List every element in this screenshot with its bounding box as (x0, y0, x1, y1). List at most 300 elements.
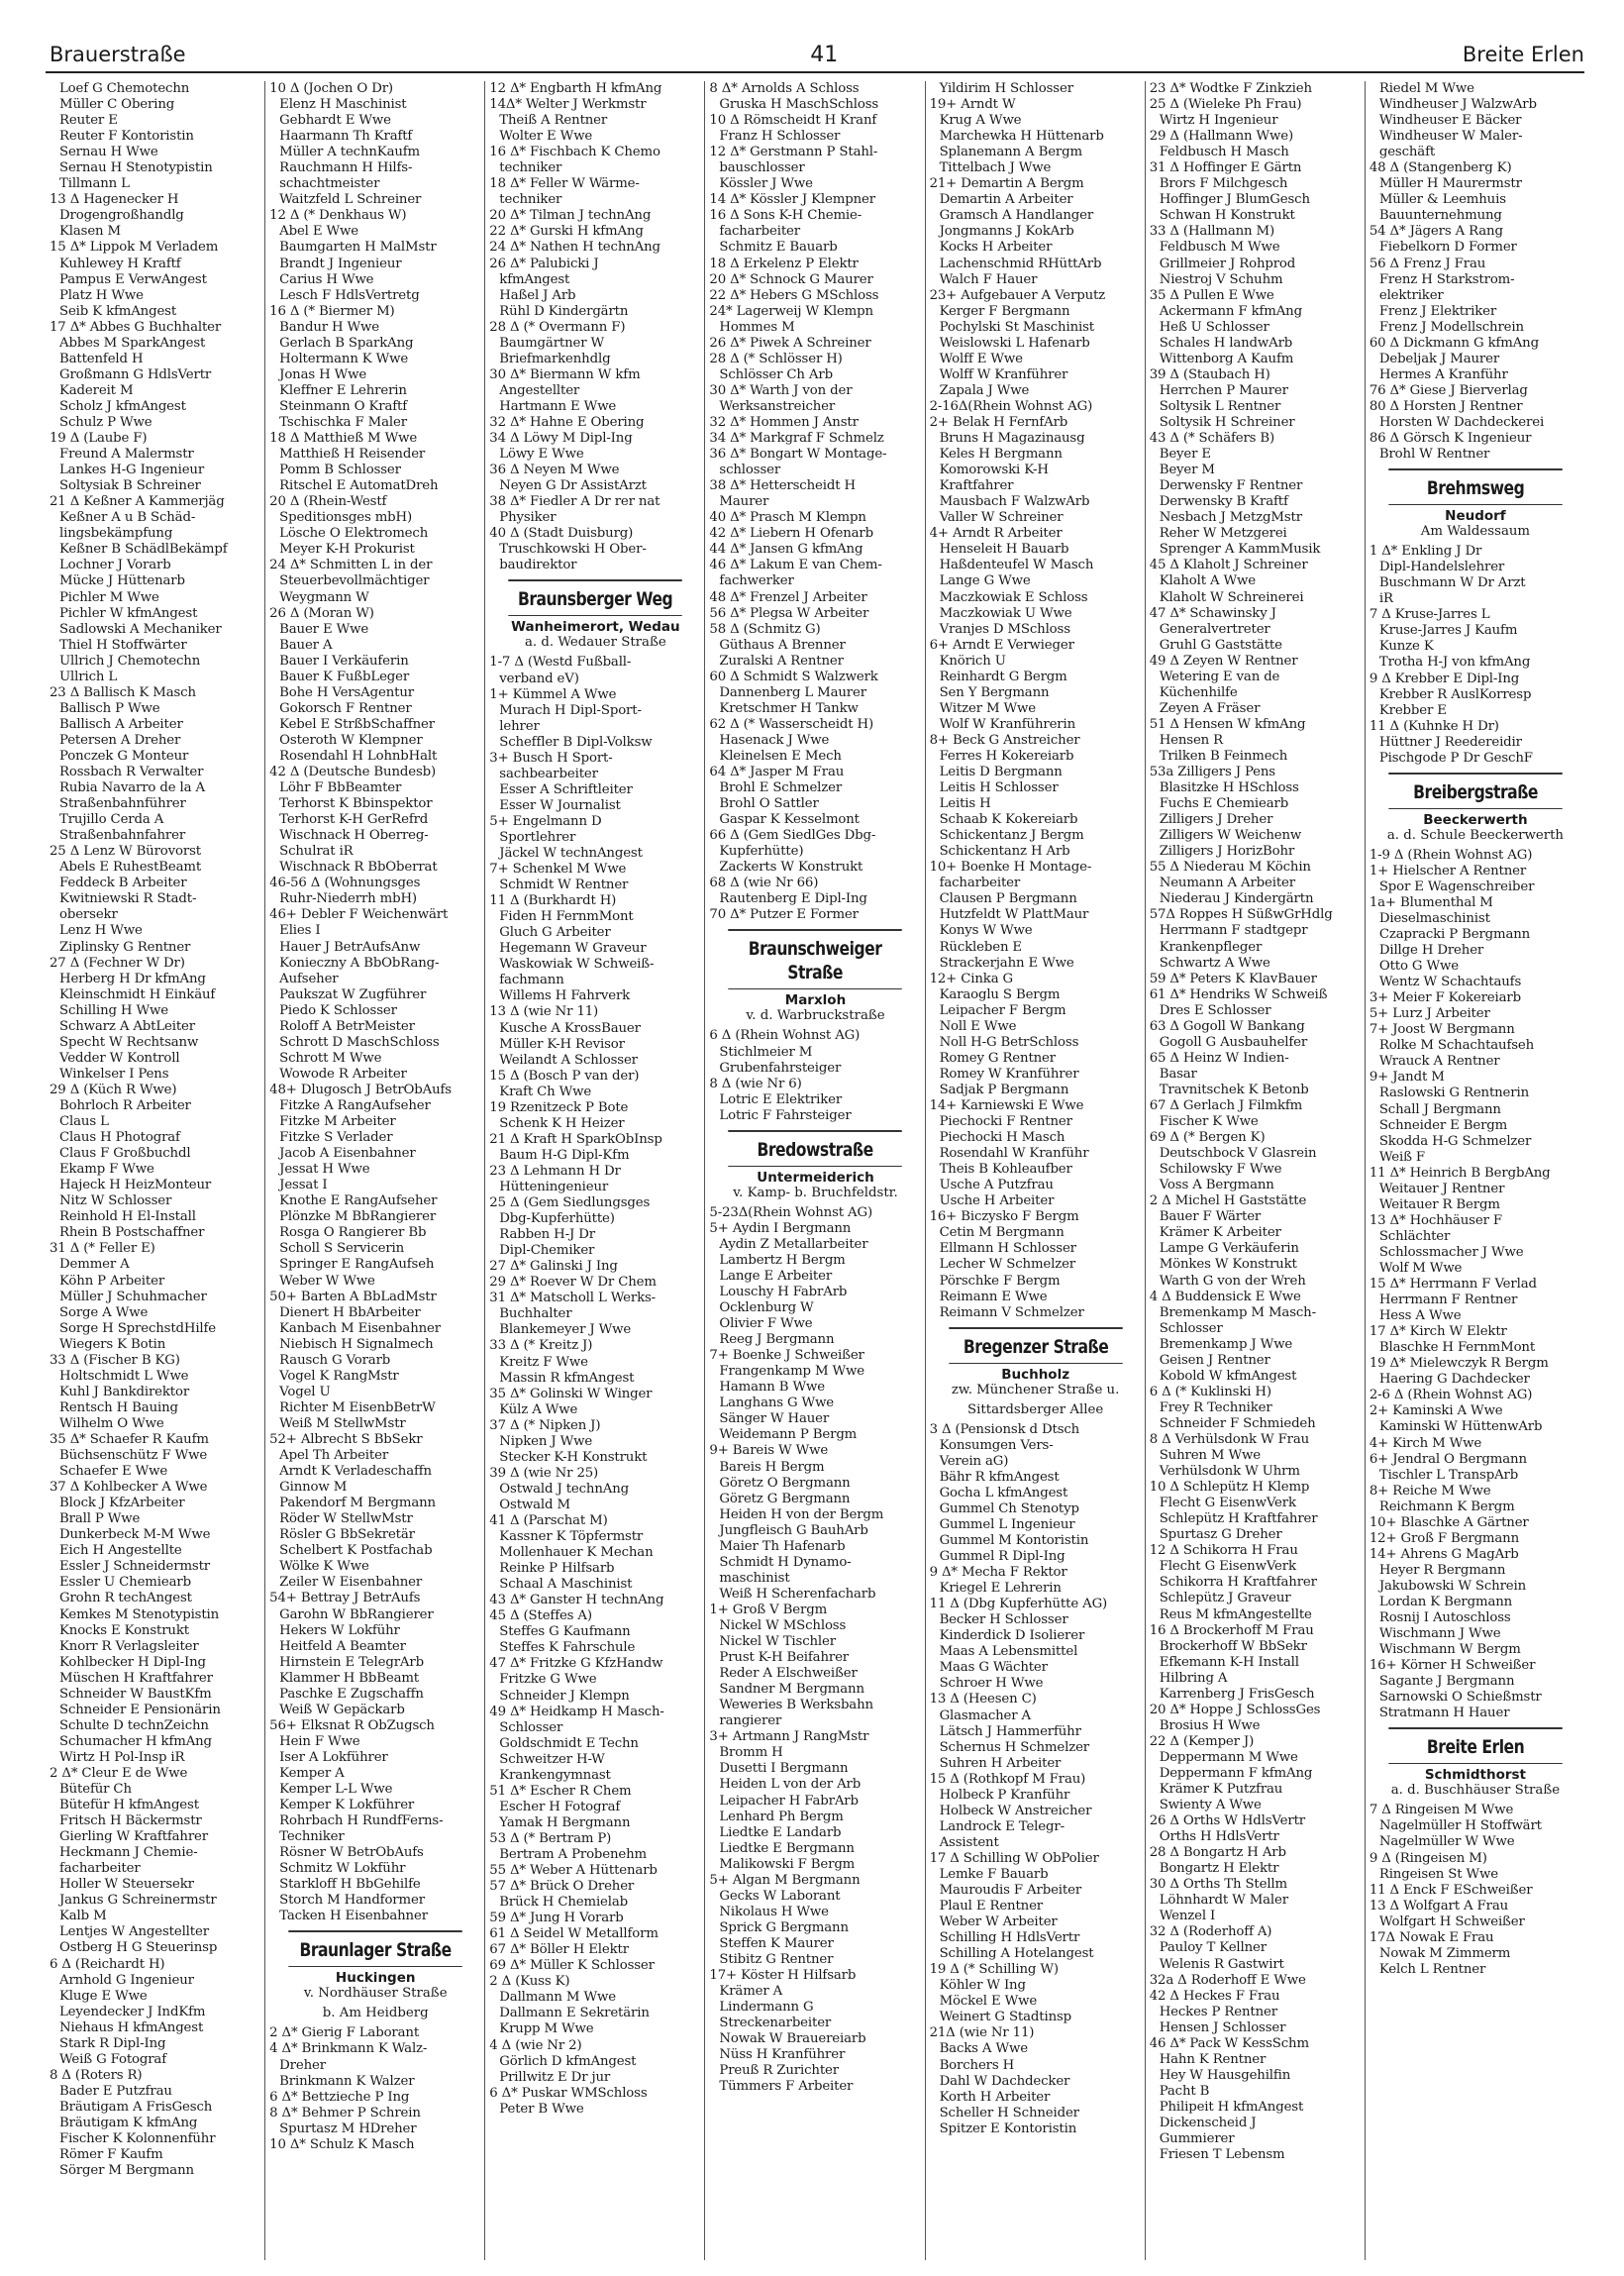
directory-entry: Ullrich L (59, 669, 118, 684)
directory-entry: 1 Δ* Enkling J Dr (1369, 544, 1482, 560)
directory-entry: Baumgärtner W (499, 335, 605, 351)
street-range: Sittardsberger Allee (967, 1401, 1104, 1417)
directory-entry: Thiel H Stoffwärter (59, 637, 187, 653)
directory-entry: 5+ Lurz J Arbeiter (1369, 1006, 1490, 1022)
directory-entry: Weygmann W (279, 589, 369, 605)
directory-entry: Wrauck A Rentner (1378, 1054, 1500, 1070)
directory-entry: Plaul E Rentner (939, 1899, 1043, 1914)
directory-entry: Heckes P Rentner (1159, 2004, 1277, 2019)
directory-entry: Bauer I Verkäuferin (279, 653, 409, 669)
directory-entry: 56 Δ Frenz J Frau (1369, 256, 1486, 271)
directory-entry: Mönkes W Konstrukt (1159, 1257, 1297, 1273)
directory-entry: Kusche A KrossBauer (499, 1020, 641, 1036)
directory-entry: 19 Δ (Laube F) (50, 431, 148, 447)
directory-entry: Müschen H Kraftfahrer (59, 1670, 213, 1686)
directory-entry: Weiß F (1378, 1149, 1425, 1165)
directory-entry: Lecher W Schmelzer (939, 1257, 1075, 1273)
directory-entry: Kunze K (1378, 639, 1434, 655)
directory-entry: 9 Δ* Mecha F Rektor (929, 1565, 1067, 1581)
directory-entry: Grillmeier J Rohprod (1159, 256, 1296, 271)
street-heading: Breite Erlen (1388, 1727, 1563, 1764)
directory-entry: Müller A technKaufm (279, 145, 420, 160)
directory-entry: 48 Δ (Stangenberg K) (1369, 160, 1512, 176)
directory-entry: Backs A Wwe (939, 2041, 1028, 2057)
directory-entry: Hamann B Wwe (719, 1380, 825, 1396)
directory-entry: Trilken B Feinmech (1159, 748, 1288, 764)
directory-entry: 57Δ Roppes H SüßwGrHdlg (1149, 907, 1333, 923)
directory-entry: Kadereit M (59, 382, 134, 398)
directory-entry: Nagelmüller W Wwe (1378, 1834, 1515, 1850)
directory-entry: Bauer E Wwe (279, 621, 369, 637)
directory-entry: 34 Δ Löwy M Dipl-Ing (489, 431, 633, 447)
directory-entry: Gerlach B SparkAng (279, 335, 414, 351)
directory-entry: Lankes H-G Ingenieur (59, 463, 205, 478)
directory-entry: Springer E RangAufseh (279, 1257, 435, 1273)
directory-entry: 62 Δ (* Wasserscheidt H) (709, 716, 873, 732)
directory-entry: Stark R Dipl-Ing (59, 2035, 166, 2051)
directory-entry: 37 Δ Kohlbecker A Wwe (50, 1480, 208, 1496)
directory-entry: Brück H Chemielab (499, 1895, 629, 1911)
directory-entry: Pampus E VerwAngest (59, 271, 207, 287)
directory-entry: Löhr F BbBeamter (279, 780, 402, 796)
directory-entry: 11 Δ Enck F ESchweißer (1369, 1882, 1533, 1898)
directory-entry: Leipacher H FabrArb (719, 1793, 859, 1809)
directory-entry: Klaholt W Schreinerei (1159, 589, 1304, 605)
directory-entry: Ballisch P Wwe (59, 700, 160, 716)
directory-entry: Werksanstreicher (719, 398, 836, 414)
directory-entry: Tschischka F Maler (279, 414, 407, 430)
directory-entry: Klammer H BbBeamt (279, 1670, 419, 1686)
directory-entry: 31 Δ (* Feller E) (50, 1241, 155, 1257)
directory-entry: Rautenberg E Dipl-Ing (719, 891, 867, 907)
directory-entry: Maurer (719, 494, 769, 510)
directory-entry: Tacken H Eisenbahner (279, 1909, 428, 1924)
directory-entry: 57 Δ* Brück O Dreher (489, 1879, 635, 1895)
directory-entry: Lampe G Verkäuferin (1159, 1241, 1299, 1257)
directory-entry: Heckmann J Chemie- (59, 1845, 198, 1861)
directory-entry: Schaefer E Wwe (59, 1464, 168, 1480)
directory-entry: Becker H Schlosser (939, 1612, 1068, 1628)
directory-entry: 12+ Groß F Bergmann (1369, 1530, 1519, 1546)
directory-entry: Leipacher F Bergm (939, 1002, 1066, 1018)
directory-entry: Sprick G Bergmann (719, 1919, 849, 1935)
directory-entry: Dickenscheid J (1159, 2116, 1257, 2130)
directory-entry: Kebel E StrßbSchaffner (279, 716, 435, 732)
directory-entry: Schmidt W Rentner (499, 878, 629, 893)
directory-entry: Derwensky F Rentner (1159, 478, 1303, 494)
directory-entry: Dreher (279, 2057, 326, 2073)
directory-entry: Schlossmacher J Wwe (1378, 1244, 1524, 1260)
directory-entry: Bertram A Probenehm (499, 1846, 648, 1862)
directory-entry: 9 Δ (Ringeisen M) (1369, 1850, 1487, 1866)
directory-entry: 42 Δ* Liebern H Ofenarb (709, 526, 873, 542)
directory-entry: Pichler M Wwe (59, 589, 159, 605)
directory-entry: Essler U Chemiearb (59, 1575, 191, 1591)
directory-entry: 60 Δ Schmidt S Walzwerk (709, 669, 878, 684)
directory-entry: 10 Δ* Schulz K Masch (269, 2136, 415, 2152)
directory-entry: 9 Δ Krebber E Dipl-Ing (1369, 671, 1520, 686)
directory-entry: Pomm B Schlosser (279, 463, 401, 478)
directory-entry: Lange G Wwe (939, 573, 1031, 589)
directory-entry: Konieczny A BbObRang- (279, 955, 440, 971)
directory-entry: Leitis H (939, 796, 991, 812)
directory-entry: 30 Δ* Biermann W kfm (489, 366, 641, 382)
directory-entry: Romey W Kranführer (939, 1066, 1079, 1082)
directory-entry: Gokorsch F Rentner (279, 700, 412, 716)
directory-entry: Physiker (499, 510, 557, 526)
directory-entry: 12 Δ (* Denkhaus W) (269, 208, 407, 224)
directory-entry: Schall J Bergmann (1378, 1101, 1501, 1117)
directory-entry: Zackerts W Konstrukt (719, 860, 863, 876)
directory-entry: Jäckel W technAngest (499, 846, 643, 862)
directory-entry: Bütefür Ch (59, 1782, 132, 1798)
directory-entry: Bader E Putzfrau (59, 2083, 172, 2099)
directory-entry: Schilling H HdlsVertr (939, 1930, 1080, 1946)
directory-entry: 41 Δ (Parschat M) (489, 1512, 608, 1528)
directory-entry: Romey G Rentner (939, 1050, 1056, 1066)
directory-entry: Ponczek G Monteur (59, 748, 189, 764)
directory-entry: Holbeck W Anstreicher (939, 1803, 1092, 1818)
directory-entry: Kocks H Arbeiter (939, 240, 1053, 256)
directory-entry: 67 Δ* Böller H Elektr (489, 1942, 629, 1958)
directory-entry: Drogengroßhandlg (59, 208, 184, 224)
directory-entry: Konys W Wwe (939, 923, 1033, 939)
directory-entry: Bohe H VersAgentur (279, 684, 414, 700)
directory-entry: Spitzer E Kontoristin (939, 2121, 1077, 2136)
directory-entry: Rohrbach H RundfFerns- (279, 1813, 444, 1829)
directory-entry: Hasenack J Wwe (719, 732, 830, 748)
directory-entry: Fiden H FernmMont (499, 909, 634, 925)
directory-entry: Streckenarbeiter (719, 2016, 832, 2031)
directory-entry: Lochner J Vorarb (59, 558, 171, 573)
directory-entry: Hommes M (719, 319, 795, 335)
directory-entry: Efkemann K-H Install (1159, 1654, 1299, 1670)
directory-entry: Bräutigam K kfmAng (59, 2116, 198, 2130)
directory-entry: Reuter F Kontoristin (59, 129, 194, 145)
directory-entry: Grohn R techAngest (59, 1591, 192, 1606)
directory-entry: Stichlmeier M (719, 1044, 813, 1060)
directory-entry: 20 Δ* Hoppe J SchlossGes (1149, 1702, 1321, 1717)
directory-entry: Mausbach F WalzwArb (939, 494, 1090, 510)
directory-entry: Sernau H Wwe (59, 145, 158, 160)
directory-entry: Baum H-G Dipl-Kfm (499, 1147, 630, 1163)
directory-entry: Köhler W Ing (939, 1978, 1026, 1994)
directory-entry: Soltysik L Rentner (1159, 398, 1281, 414)
directory-entry: Massin R kfmAngest (499, 1370, 635, 1386)
directory-entry: Knocks E Konstrukt (59, 1622, 189, 1638)
directory-entry: facharbeiter (719, 224, 800, 240)
directory-entry: Hey W Hausgehilfin (1159, 2067, 1291, 2083)
directory-entry: Krämer A (719, 1984, 783, 2000)
directory-entry: Rosnij I Autoschloss (1378, 1610, 1511, 1626)
directory-entry: 6 Δ (* Kuklinski H) (1149, 1384, 1271, 1399)
directory-entry: 16 Δ Brockerhoff M Frau (1149, 1622, 1314, 1638)
directory-entry: Krebber E (1378, 702, 1447, 718)
street-heading: Bredowstraße (729, 1130, 903, 1167)
directory-entry: Dusetti I Bergmann (719, 1761, 849, 1777)
page-number: 41 (810, 42, 839, 67)
directory-entry: Fuchs E Chemiearb (1159, 796, 1289, 812)
directory-entry: Zilligers J HorizBohr (1159, 844, 1295, 860)
directory-entry: 4+ Kirch M Wwe (1369, 1435, 1482, 1451)
directory-entry: 22 Δ* Gurski H kfmAng (489, 224, 644, 240)
directory-entry: Neyen G Dr AssistArzt (499, 478, 647, 494)
directory-entry: 56 Δ* Plegsa W Arbeiter (709, 605, 869, 621)
directory-entry: Scholl S Servicerin (279, 1241, 405, 1257)
directory-entry: 5+ Algan M Bergmann (709, 1872, 861, 1888)
directory-entry: Swienty A Wwe (1159, 1798, 1262, 1813)
directory-entry: 2 Δ* Gierig F Laborant (269, 2025, 420, 2041)
directory-entry: 66 Δ (Gem SiedlGes Dbg- (709, 828, 876, 844)
directory-entry: Maczkowiak E Schloss (939, 589, 1088, 605)
directory-entry: Wirtz H Pol-Insp iR (59, 1749, 185, 1765)
directory-entry: fachmann (499, 973, 564, 988)
directory-entry: 6 Δ (Rhein Wohnst AG) (709, 1028, 861, 1044)
directory-entry: Wilhelm O Wwe (59, 1415, 164, 1431)
directory-entry: Rosendahl H LohnbHalt (279, 748, 438, 764)
directory-entry: Vedder W Kontroll (59, 1050, 180, 1066)
directory-entry: 26 Δ Orths W HdlsVertr (1149, 1813, 1305, 1829)
directory-entry: 27 Δ (Fechner W Dr) (50, 955, 185, 971)
directory-entry: Gummel R Dipl-Ing (939, 1549, 1066, 1565)
directory-entry: Fitzke S Verlader (279, 1130, 393, 1146)
directory-entry: 69 Δ (* Bergen K) (1149, 1130, 1266, 1146)
directory-entry: Raslowski G Rentnerin (1378, 1086, 1530, 1101)
directory-entry: 3+ Artmann J RangMstr (709, 1729, 869, 1745)
directory-entry: Ruhr-Niederrh mbH) (279, 891, 417, 907)
directory-entry: Schroer H Wwe (939, 1676, 1044, 1692)
directory-entry: Schales H landwArb (1159, 335, 1293, 351)
directory-entry: 18 Δ Matthieß M Wwe (269, 431, 418, 447)
directory-entry: 9+ Jandt M (1369, 1070, 1445, 1086)
directory-entry: 1+ Groß V Bergm (709, 1602, 828, 1617)
directory-entry: 8 Δ* Behmer P Schrein (269, 2105, 421, 2121)
directory-entry: Louschy H FabrArb (719, 1285, 848, 1299)
directory-entry: 32 Δ* Hommen J Anstr (709, 414, 859, 430)
directory-entry: Glasmacher A (939, 1707, 1031, 1723)
directory-entry: Reinhardt G Bergm (939, 669, 1067, 684)
directory-entry: Holler W Steuersekr (59, 1877, 194, 1893)
directory-entry: Arnhold G Ingenieur (59, 1972, 194, 1988)
column-6 (1146, 81, 1366, 2260)
directory-entry: Sorge H SprechstdHilfe (59, 1320, 217, 1336)
directory-entry: 17 Δ Schilling W ObPolier (929, 1850, 1099, 1866)
directory-entry: Zilligers W Weichenw (1159, 828, 1302, 844)
directory-entry: Trotha H-J von kfmAng (1378, 655, 1531, 671)
directory-entry: Fitzke M Arbeiter (279, 1114, 396, 1130)
directory-entry: 14Δ* Welter J Werkmstr (489, 97, 647, 113)
directory-entry: 6+ Arndt E Verwieger (929, 637, 1074, 653)
directory-entry: Weiß G Fotograf (59, 2051, 166, 2067)
directory-entry: 32 Δ (Roderhoff A) (1149, 1924, 1272, 1940)
directory-entry: Dipl-Handelslehrer (1378, 560, 1505, 575)
directory-entry: Reimann E Wwe (939, 1289, 1048, 1304)
directory-entry: Zilligers J Dreher (1159, 812, 1273, 828)
directory-entry: Brandt J Ingenieur (279, 256, 402, 271)
directory-entry: Külz A Wwe (499, 1401, 578, 1417)
directory-entry: elektriker (1378, 287, 1444, 303)
directory-entry: 30 Δ Orths Th Stellm (1149, 1877, 1287, 1893)
directory-entry: Gummel M Kontoristin (939, 1532, 1089, 1548)
directory-entry: Valler W Schreiner (939, 510, 1064, 526)
directory-entry: Hartmann E Wwe (499, 398, 617, 414)
directory-entry: Leitis D Bergmann (939, 765, 1063, 780)
directory-entry: Willems H Fahrverk (499, 988, 631, 1004)
directory-entry: Leyendecker J IndKfm (59, 2004, 206, 2019)
directory-entry: 24 Δ* Nathen H technAng (489, 240, 660, 256)
directory-entry: Haßdenteufel W Masch (939, 558, 1094, 573)
directory-entry: Fitzke A RangAufseher (279, 1098, 431, 1113)
directory-entry: Eich H Angestellte (59, 1543, 182, 1559)
directory-entry: Brohl E Schmelzer (719, 780, 843, 796)
directory-entry: Nowak M Zimmerm (1378, 1945, 1511, 1961)
directory-entry: Warth G von der Wreh (1159, 1273, 1306, 1289)
directory-entry: 32a Δ Roderhoff E Wwe (1149, 1972, 1306, 1988)
directory-entry: Müller J Schuhmacher (59, 1289, 207, 1304)
directory-entry: Straßenbahnfahrer (59, 828, 186, 844)
directory-entry: Hahn K Rentner (1159, 2051, 1267, 2067)
directory-entry: Ostwald M (499, 1497, 570, 1512)
directory-entry: Rosga O Rangierer Bb (279, 1225, 427, 1241)
directory-entry: 7+ Joost W Bergmann (1369, 1022, 1515, 1038)
directory-entry: Wischmann W Bergm (1378, 1642, 1521, 1658)
directory-entry: 28 Δ Bongartz H Arb (1149, 1845, 1286, 1861)
directory-entry: Rosendahl W Kranführ (939, 1146, 1089, 1162)
directory-entry: Theis B Kohleaufber (939, 1162, 1072, 1178)
directory-entry: 61 Δ Seidel W Metallform (489, 1926, 659, 1942)
directory-entry: Jungfleisch G BauhArb (719, 1522, 868, 1538)
directory-entry: Reus M kfmAngestellte (1159, 1606, 1312, 1622)
directory-entry: Nickel W MSchloss (719, 1617, 847, 1633)
directory-entry: Abels E RuhestBeamt (59, 860, 202, 876)
directory-entry: rangierer (719, 1713, 782, 1729)
directory-entry: 59 Δ* Jung H Vorarb (489, 1911, 624, 1926)
directory-entry: Welenis R Gastwirt (1159, 1956, 1284, 1972)
directory-entry: Dipl-Chemiker (499, 1243, 595, 1259)
directory-entry: 21 Δ Kraft H SparkObInsp (489, 1131, 662, 1147)
directory-entry: Hermes A Kranführ (1378, 366, 1508, 382)
directory-entry: 12 Δ* Engbarth H kfmAng (489, 81, 662, 96)
directory-entry: Reichmann K Bergm (1378, 1499, 1515, 1514)
directory-entry: 11 Δ (Dbg Kupferhütte AG) (929, 1597, 1108, 1612)
directory-entry: Schilowsky F Wwe (1159, 1162, 1282, 1178)
directory-entry: Kemper A (279, 1765, 345, 1781)
directory-entry: 23 Δ Ballisch K Masch (50, 684, 196, 700)
district-name: Huckingen (335, 1970, 416, 1987)
directory-entry: 10 Δ Römscheidt H Kranf (709, 113, 877, 129)
directory-entry: Rühl D Kindergärtn (499, 303, 629, 319)
directory-entry: 64 Δ* Jasper M Frau (709, 765, 845, 780)
directory-entry: Müller K-H Revisor (499, 1036, 625, 1052)
column-5 (926, 81, 1146, 2260)
directory-entry: Leitis H Schlosser (939, 780, 1059, 796)
directory-entry: Beyer E (1159, 447, 1211, 463)
directory-entry: 8 Δ (Roters R) (50, 2067, 143, 2083)
directory-entry: Schlepütz H Kraftfahrer (1159, 1511, 1318, 1527)
directory-entry: Brors F Milchgesch (1159, 176, 1288, 192)
district-name: Buchholz (1001, 1366, 1070, 1383)
directory-entry: Frenz J Modellschrein (1378, 319, 1524, 335)
directory-entry: Gramsch A Handlanger (939, 208, 1094, 224)
directory-entry: Winkelser I Pens (59, 1066, 169, 1082)
directory-entry: 20 Δ* Schnock G Maurer (709, 271, 873, 287)
directory-entry: Ringeisen St Wwe (1378, 1866, 1498, 1882)
directory-entry: 50+ Barten A BbLadMstr (269, 1289, 437, 1304)
directory-entry: Stibitz G Rentner (719, 1951, 834, 1967)
directory-entry: Lambertz H Bergm (719, 1252, 846, 1268)
directory-entry: 35 Δ* Golinski W Winger (489, 1386, 653, 1401)
directory-entry: Nickel W Tischler (719, 1634, 836, 1650)
directory-entry: Kruse-Jarres J Kaufm (1378, 623, 1518, 639)
directory-entry: Lindermann G (719, 2000, 814, 2016)
directory-entry: Bütefür H kfmAngest (59, 1798, 199, 1813)
directory-entry: 46+ Debler F Weichenwärt (269, 907, 449, 923)
directory-entry: kfmAngest (499, 271, 570, 287)
directory-entry: Wolfgart H Schweißer (1378, 1914, 1525, 1929)
directory-entry: Reder A Elschweißer (719, 1666, 858, 1682)
directory-entry: 35 Δ Pullen E Wwe (1149, 287, 1274, 303)
directory-entry: Maas A Lebensmittel (939, 1644, 1078, 1660)
directory-entry: Frey R Techniker (1159, 1399, 1272, 1415)
directory-entry: Sarnowski O Schießmstr (1378, 1690, 1542, 1706)
directory-entry: Weiß H Scherenfacharb (719, 1586, 876, 1602)
directory-entry: Petersen A Dreher (59, 732, 181, 748)
directory-entry: Paschke E Zugschaffn (279, 1686, 424, 1702)
directory-entry: Feddeck B Arbeiter (59, 876, 187, 891)
directory-entry: 7 Δ Kruse-Jarres L (1369, 607, 1490, 623)
directory-entry: 33 Δ (Fischer B KG) (50, 1352, 180, 1368)
directory-entry: Heiden L von der Arb (719, 1777, 862, 1793)
directory-entry: Ritschel E AutomatDreh (279, 478, 439, 494)
directory-entry: Dunkerbeck M-M Wwe (59, 1527, 211, 1543)
directory-entry: Weilandt A Schlosser (499, 1052, 638, 1068)
directory-entry: Langhans G Wwe (719, 1396, 835, 1411)
directory-entry: Philipeit H kfmAngest (1159, 2099, 1304, 2115)
directory-entry: Roloff A BetrMeister (279, 1018, 415, 1034)
directory-entry: Meyer K-H Prokurist (279, 542, 415, 558)
directory-entry: Yamak H Bergmann (499, 1814, 631, 1830)
directory-entry: Angestellter (499, 382, 580, 398)
directory-entry: Usche H Arbeiter (939, 1193, 1055, 1209)
directory-entry: 21 Δ Keßner A Kammerjäg (50, 494, 225, 510)
directory-entry: 7 Δ Ringeisen M Wwe (1369, 1803, 1514, 1818)
directory-entry: 47 Δ* Schawinsky J (1149, 605, 1276, 621)
directory-entry: 70 Δ* Putzer E Former (709, 907, 859, 923)
directory-entry: Henseleit H Bauarb (939, 542, 1069, 558)
directory-entry: Schweitzer H-W (499, 1751, 605, 1767)
directory-entry: Krupp M Wwe (499, 2021, 594, 2037)
directory-entry: Niestroj V Schuhm (1159, 271, 1283, 287)
directory-entry: Blankemeyer J Wwe (499, 1322, 632, 1338)
directory-entry: Wolf W Kranführerin (939, 716, 1076, 732)
directory-entry: Suhren M Wwe (1159, 1448, 1261, 1464)
directory-entry: Gluch G Arbeiter (499, 925, 611, 941)
directory-entry: Vogel U (279, 1384, 331, 1399)
directory-entry: Noll H-G BetrSchloss (939, 1034, 1079, 1050)
directory-entry: Garohn W BbRangierer (279, 1606, 434, 1622)
directory-entry: Rabben H-J Dr (499, 1227, 595, 1243)
directory-entry: Wolter E Wwe (499, 129, 593, 145)
directory-entry: Wolff E Wwe (939, 351, 1023, 366)
directory-entry: Lordan K Bergmann (1378, 1594, 1513, 1609)
directory-entry: Ullrich J Chemotechn (59, 653, 201, 669)
district-name: Wanheimerort, Wedau (511, 619, 680, 636)
directory-entry: Lesch F HdlsVertretg (279, 287, 420, 303)
directory-entry: Wittenborg A Kaufm (1159, 351, 1294, 366)
directory-entry: Reher W Metzgerei (1159, 526, 1287, 542)
directory-entry: 46 Δ* Lakum E van Chem- (709, 558, 882, 573)
directory-entry: 46 Δ* Pack W KessSchm (1149, 2035, 1309, 2051)
